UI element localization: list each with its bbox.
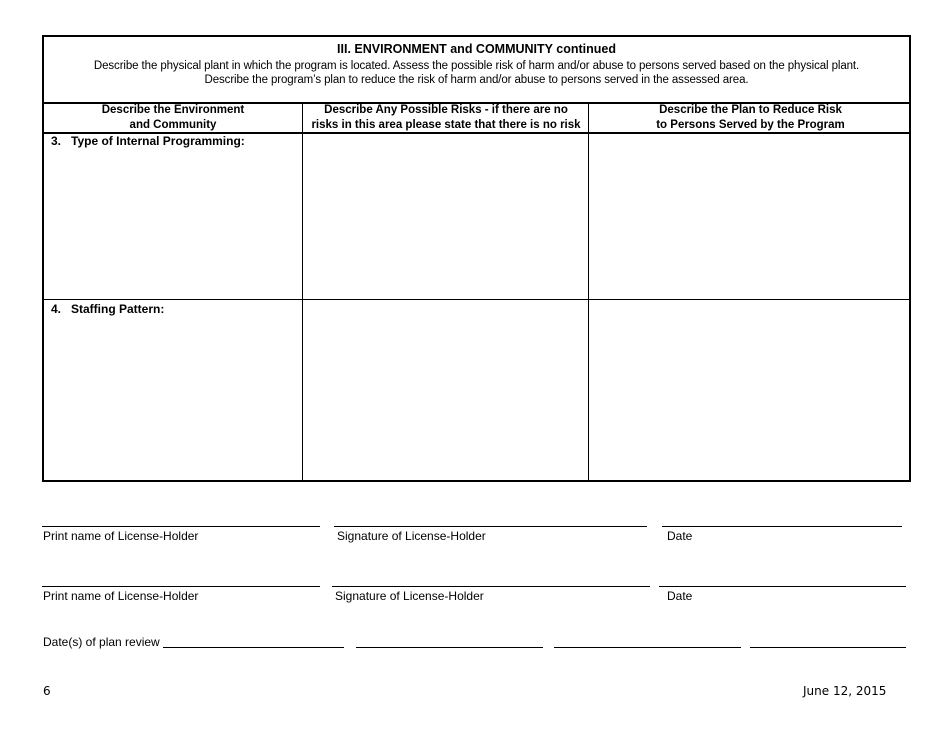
signature-line-2[interactable] — [332, 586, 650, 587]
page-number: 6 — [43, 684, 51, 698]
column-header-line: Describe Any Possible Risks - if there are no — [324, 104, 568, 116]
signature-label-2: Signature of License-Holder — [335, 589, 484, 603]
column-header-line: Describe the Environment — [101, 104, 245, 116]
print-name-line-1[interactable] — [42, 526, 320, 527]
row-label-internal-programming — [51, 134, 245, 148]
signature-line-1[interactable] — [334, 526, 647, 527]
plan-review-date-line-2[interactable] — [356, 647, 543, 648]
section-header — [44, 37, 909, 104]
revision-date: June 12, 2015 — [803, 684, 887, 698]
instruction-text-1: Describe the physical plant in which the program is located. Assess the possible risk of harm and/or abuse to persons served based on the physical plant. — [93, 60, 860, 72]
row-number: 4. — [51, 302, 62, 316]
section-title: III. ENVIRONMENT and COMMUNITY continued — [337, 42, 616, 56]
row-label-text: Type of Internal Programming: — [71, 134, 245, 148]
column-divider — [588, 102, 589, 480]
column-header-environment — [44, 102, 302, 134]
row-label-text: Staffing Pattern: — [71, 302, 165, 316]
row-number: 3. — [51, 134, 62, 148]
column-header-plan — [590, 102, 911, 134]
row-label-staffing-pattern — [51, 302, 164, 316]
row-divider — [44, 299, 909, 300]
column-header-line: Describe the Plan to Reduce Risk — [659, 104, 842, 116]
plan-review-label: Date(s) of plan review — [43, 635, 160, 649]
date-line-1[interactable] — [662, 526, 902, 527]
date-label-2: Date — [667, 589, 693, 603]
column-header-line: risks in this area please state that there is no risk — [311, 119, 581, 131]
form-table — [42, 35, 911, 482]
print-name-label-2: Print name of License-Holder — [43, 589, 199, 603]
instruction-text-2: Describe the program’s plan to reduce the risk of harm and/or abuse to persons served in the assessed area. — [204, 74, 749, 86]
date-label-1: Date — [667, 529, 693, 543]
signature-label-1: Signature of License-Holder — [337, 529, 486, 543]
plan-review-date-line-4[interactable] — [750, 647, 906, 648]
plan-review-date-line-1[interactable] — [163, 647, 344, 648]
column-header-line: to Persons Served by the Program — [656, 119, 845, 131]
print-name-label-1: Print name of License-Holder — [43, 529, 199, 543]
print-name-line-2[interactable] — [42, 586, 320, 587]
plan-review-date-line-3[interactable] — [554, 647, 741, 648]
column-header-risks — [302, 102, 590, 134]
column-divider — [302, 102, 303, 480]
column-header-line: and Community — [129, 119, 217, 131]
date-line-2[interactable] — [659, 586, 906, 587]
